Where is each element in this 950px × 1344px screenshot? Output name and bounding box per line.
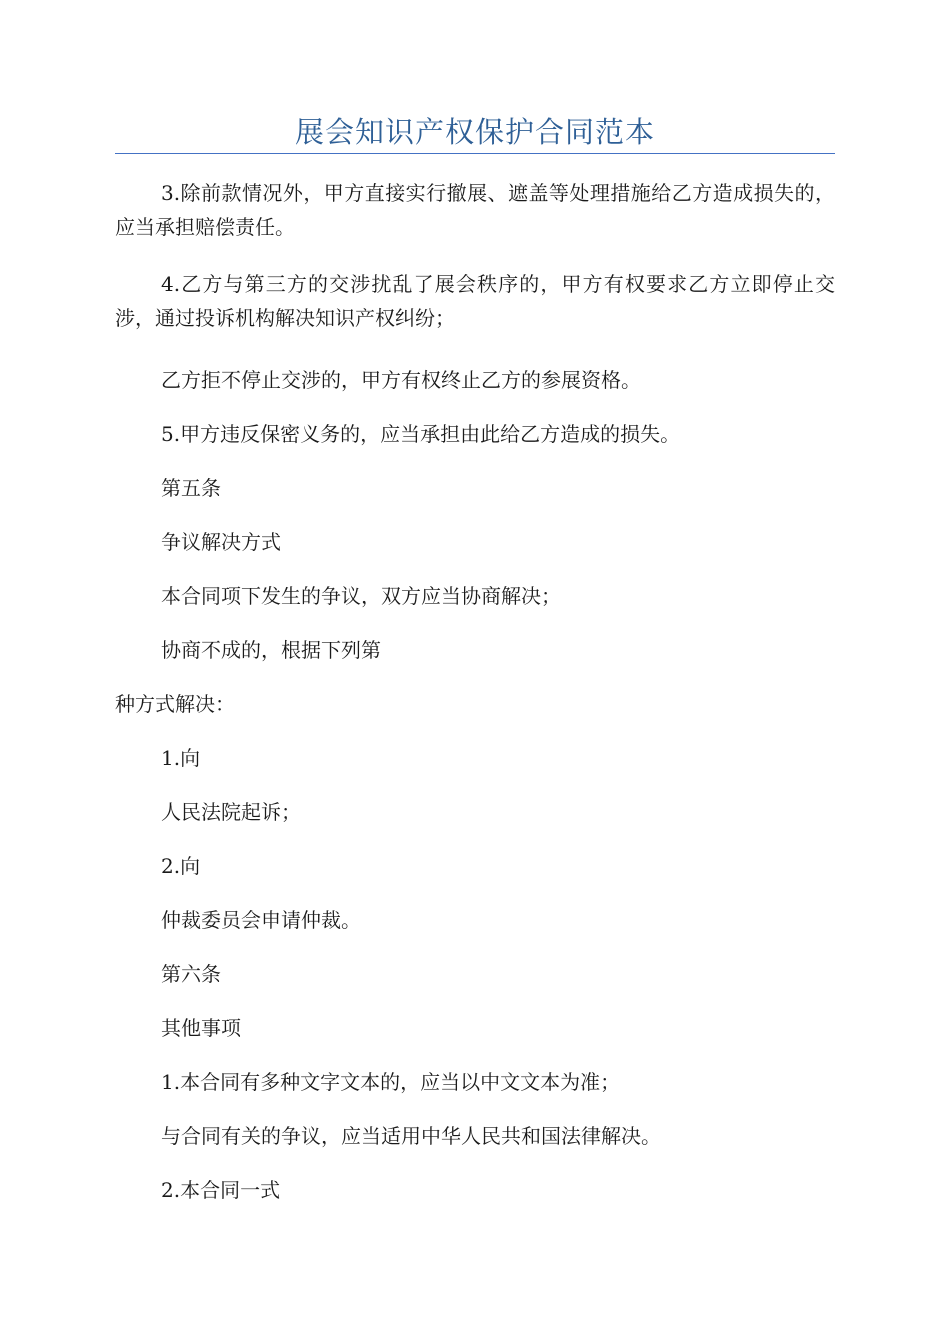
title-underline bbox=[115, 153, 835, 154]
paragraph-clause-3: 3.除前款情况外，甲方直接实行撤展、遮盖等处理措施给乙方造成损失的，应当承担赔偿责任。 bbox=[115, 181, 835, 239]
paragraph-other-1: 1.本合同有多种文字文本的，应当以中文文本为准； bbox=[161, 1070, 621, 1094]
article-5-heading: 第五条 bbox=[161, 476, 221, 500]
paragraph-clause-4: 4.乙方与第三方的交涉扰乱了展会秩序的，甲方有权要求乙方立即停止交涉，通过投诉机构解决知识产权纠纷； bbox=[115, 272, 835, 330]
document-title: 展会知识产权保护合同范本 bbox=[294, 115, 655, 149]
article-5-subject: 争议解决方式 bbox=[161, 530, 281, 554]
article-6-heading: 第六条 bbox=[161, 962, 221, 986]
paragraph-clause-5: 5.甲方违反保密义务的，应当承担由此给乙方造成的损失。 bbox=[161, 422, 681, 446]
paragraph-governing-law: 与合同有关的争议，应当适用中华人民共和国法律解决。 bbox=[161, 1124, 661, 1148]
article-6-subject: 其他事项 bbox=[161, 1016, 241, 1040]
option-1-court: 人民法院起诉； bbox=[161, 800, 301, 824]
paragraph-dispute-fallback: 协商不成的，根据下列第 bbox=[161, 638, 381, 662]
paragraph-other-2: 2.本合同一式 bbox=[161, 1178, 281, 1202]
paragraph-dispute-negotiation: 本合同项下发生的争议，双方应当协商解决； bbox=[161, 584, 561, 608]
option-2-arbitration: 仲裁委员会申请仲裁。 bbox=[161, 908, 361, 932]
paragraph-clause-4-continued: 乙方拒不停止交涉的，甲方有权终止乙方的参展资格。 bbox=[161, 368, 641, 392]
option-2-label: 2.向 bbox=[161, 854, 201, 878]
paragraph-dispute-method: 种方式解决： bbox=[115, 692, 235, 716]
option-1-label: 1.向 bbox=[161, 746, 201, 770]
